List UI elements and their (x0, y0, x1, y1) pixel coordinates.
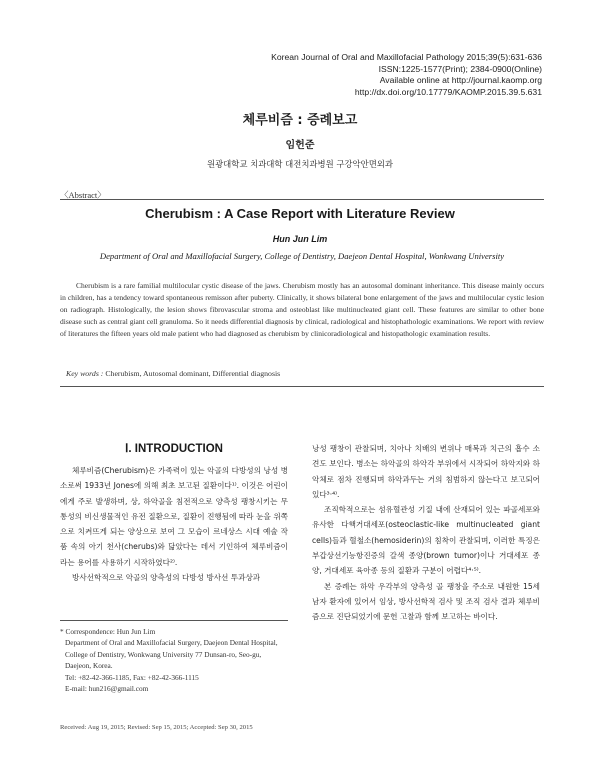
journal-url[interactable]: Available online at http://journal.kaomp.org (379, 75, 542, 86)
right-column (312, 441, 540, 625)
intro-paragraph-1: 체루비즘(Cherubism)은 가족력이 있는 악골의 다방성의 낭성 병소로써 1933년 Jones에 의해 최초 보고된 질환이다¹⁾. 이것은 어린이에게 주로 발생하며, 상, 하악골을 침전적으로 양측성 팽창시키는 무통성의 비신생물적인 유전 질환으로, 질환이 진행됨에 따라 눈을 위쪽으로 치켜뜨게 되는 양상으로 보여 그 모습이 르네상스 시대 예술 작품 속의 아기 천사(cherubs)와 닮았다는 데서 기인하여 체루비즘이라는 용어를 사용하기 시작하였다²⁾. (60, 466, 288, 567)
correspondence-footnote (60, 626, 288, 694)
journal-doi[interactable]: http://dx.doi.org/10.17779/KAOMP.2015.39.5.631 (354, 86, 542, 97)
abstract-top-divider (60, 199, 544, 200)
keywords (66, 369, 280, 378)
english-title: Cherubism : A Case Report with Literature Review (145, 206, 455, 221)
intro-paragraph-2: 방사선학적으로 악골의 양측성의 다방성 방사선 투과상과 (72, 573, 261, 583)
correspondence-address: Department of Oral and Maxillofacial Surgery, Daejeon Dental Hospital, College of Dentistry, Wonkwang University 77 Dunsan-ro, Seo-gu, Daejeon, Korea. (65, 638, 278, 671)
section-heading-introduction: Ⅰ. INTRODUCTION (125, 443, 223, 455)
keywords-text: Cherubism, Autosomal dominant, Differential diagnosis (103, 369, 281, 378)
korean-author: 임헌준 (285, 140, 315, 151)
korean-affiliation: 원광대학교 치과대학 대전치과병원 구강악안면외과 (207, 159, 393, 169)
received-dates: Received: Aug 19, 2015; Revised: Sep 15, 2015; Accepted: Sep 30, 2015 (60, 724, 253, 731)
correspondence-email[interactable]: E-mail: hun216@gmail.com (65, 684, 149, 694)
english-affiliation: Department of Oral and Maxillofacial Surgery, College of Dentistry, Daejeon Dental Hospital, Wonkwang University (99, 251, 505, 261)
journal-issn: ISSN:1225-1577(Print); 2384-0900(Online) (378, 63, 542, 74)
footnote-divider (60, 620, 288, 621)
keywords-label: Key words : (66, 369, 104, 378)
intro-paragraph-4: 본 증례는 하악 우각부의 양측성 골 팽창을 주소로 내원한 15세 남자 환자에 있어서 임상, 방사선학적 검사 및 조직 검사 결과 체루비즘으로 진단되었기에 문헌 고찰과 함께 보고하는 바이다. (312, 581, 540, 622)
english-author: Hun Jun Lim (272, 234, 328, 244)
abstract-tag: 〈Abstract〉 (60, 190, 106, 200)
abstract-body: Cherubism is a rare familial multilocular cystic disease of the jaws. Cherubism mostly has an autosomal dominant inheritance. This disease mainly occurs in children, has a tendency toward spontaneous remisson after puberty. Clinically, it shows bilateral bone enlargement of the jaws and multilocular cystic lesion on radiograph. Histologically, the lesion shows fibrovascular stroma and osteoblast like multinucleated giant cell. These features are similar to other bone disease such as central giant cell granuloma. So it needs differential diagnosis by clinical, radiological and histophathologic examinations. We report with review of literatures the fifteen years old male patient who had diagnosed as cherubism by clinicoradiological and histopathologic examination results. (60, 281, 544, 338)
journal-citation: Korean Journal of Oral and Maxillofacial Pathology 2015;39(5):631-636 (271, 52, 542, 62)
correspondence-name: * Correspondence: Hun Jun Lim (60, 627, 156, 636)
intro-paragraph-2-continued: 낭성 팽창이 관찰되며, 치아나 치배의 변위나 매복과 치근의 흡수 소견도 보인다. 병소는 하악골의 하악각 부위에서 시작되어 하악지와 하악체로 점차 진행되며 하악과두는 거의 침범하지 않는다고 보고되어 있다³·⁴⁾. (312, 444, 540, 499)
journal-info (271, 52, 542, 98)
abstract-bottom-divider (60, 386, 544, 387)
left-column (60, 463, 288, 585)
intro-paragraph-3: 조직학적으로는 섬유혈관성 기질 내에 산재되어 있는 파골세포와 유사한 다핵거대세포(osteoclastic-like multinucleated giant cells)들과 혈철소(hemosiderin)의 침착이 관찰되며, 이러한 특징은 부갑상선기능항진증의 갈색 종양(brown tumor)이나 거대세포 종양, 거대세포 육아종 등의 질환과 구분이 어렵다⁴·⁵⁾. (312, 505, 540, 576)
correspondence-phone: Tel: +82-42-366-1185, Fax: +82-42-366-1115 (65, 672, 199, 682)
korean-title: 체루비즘 : 증례보고 (242, 113, 358, 128)
